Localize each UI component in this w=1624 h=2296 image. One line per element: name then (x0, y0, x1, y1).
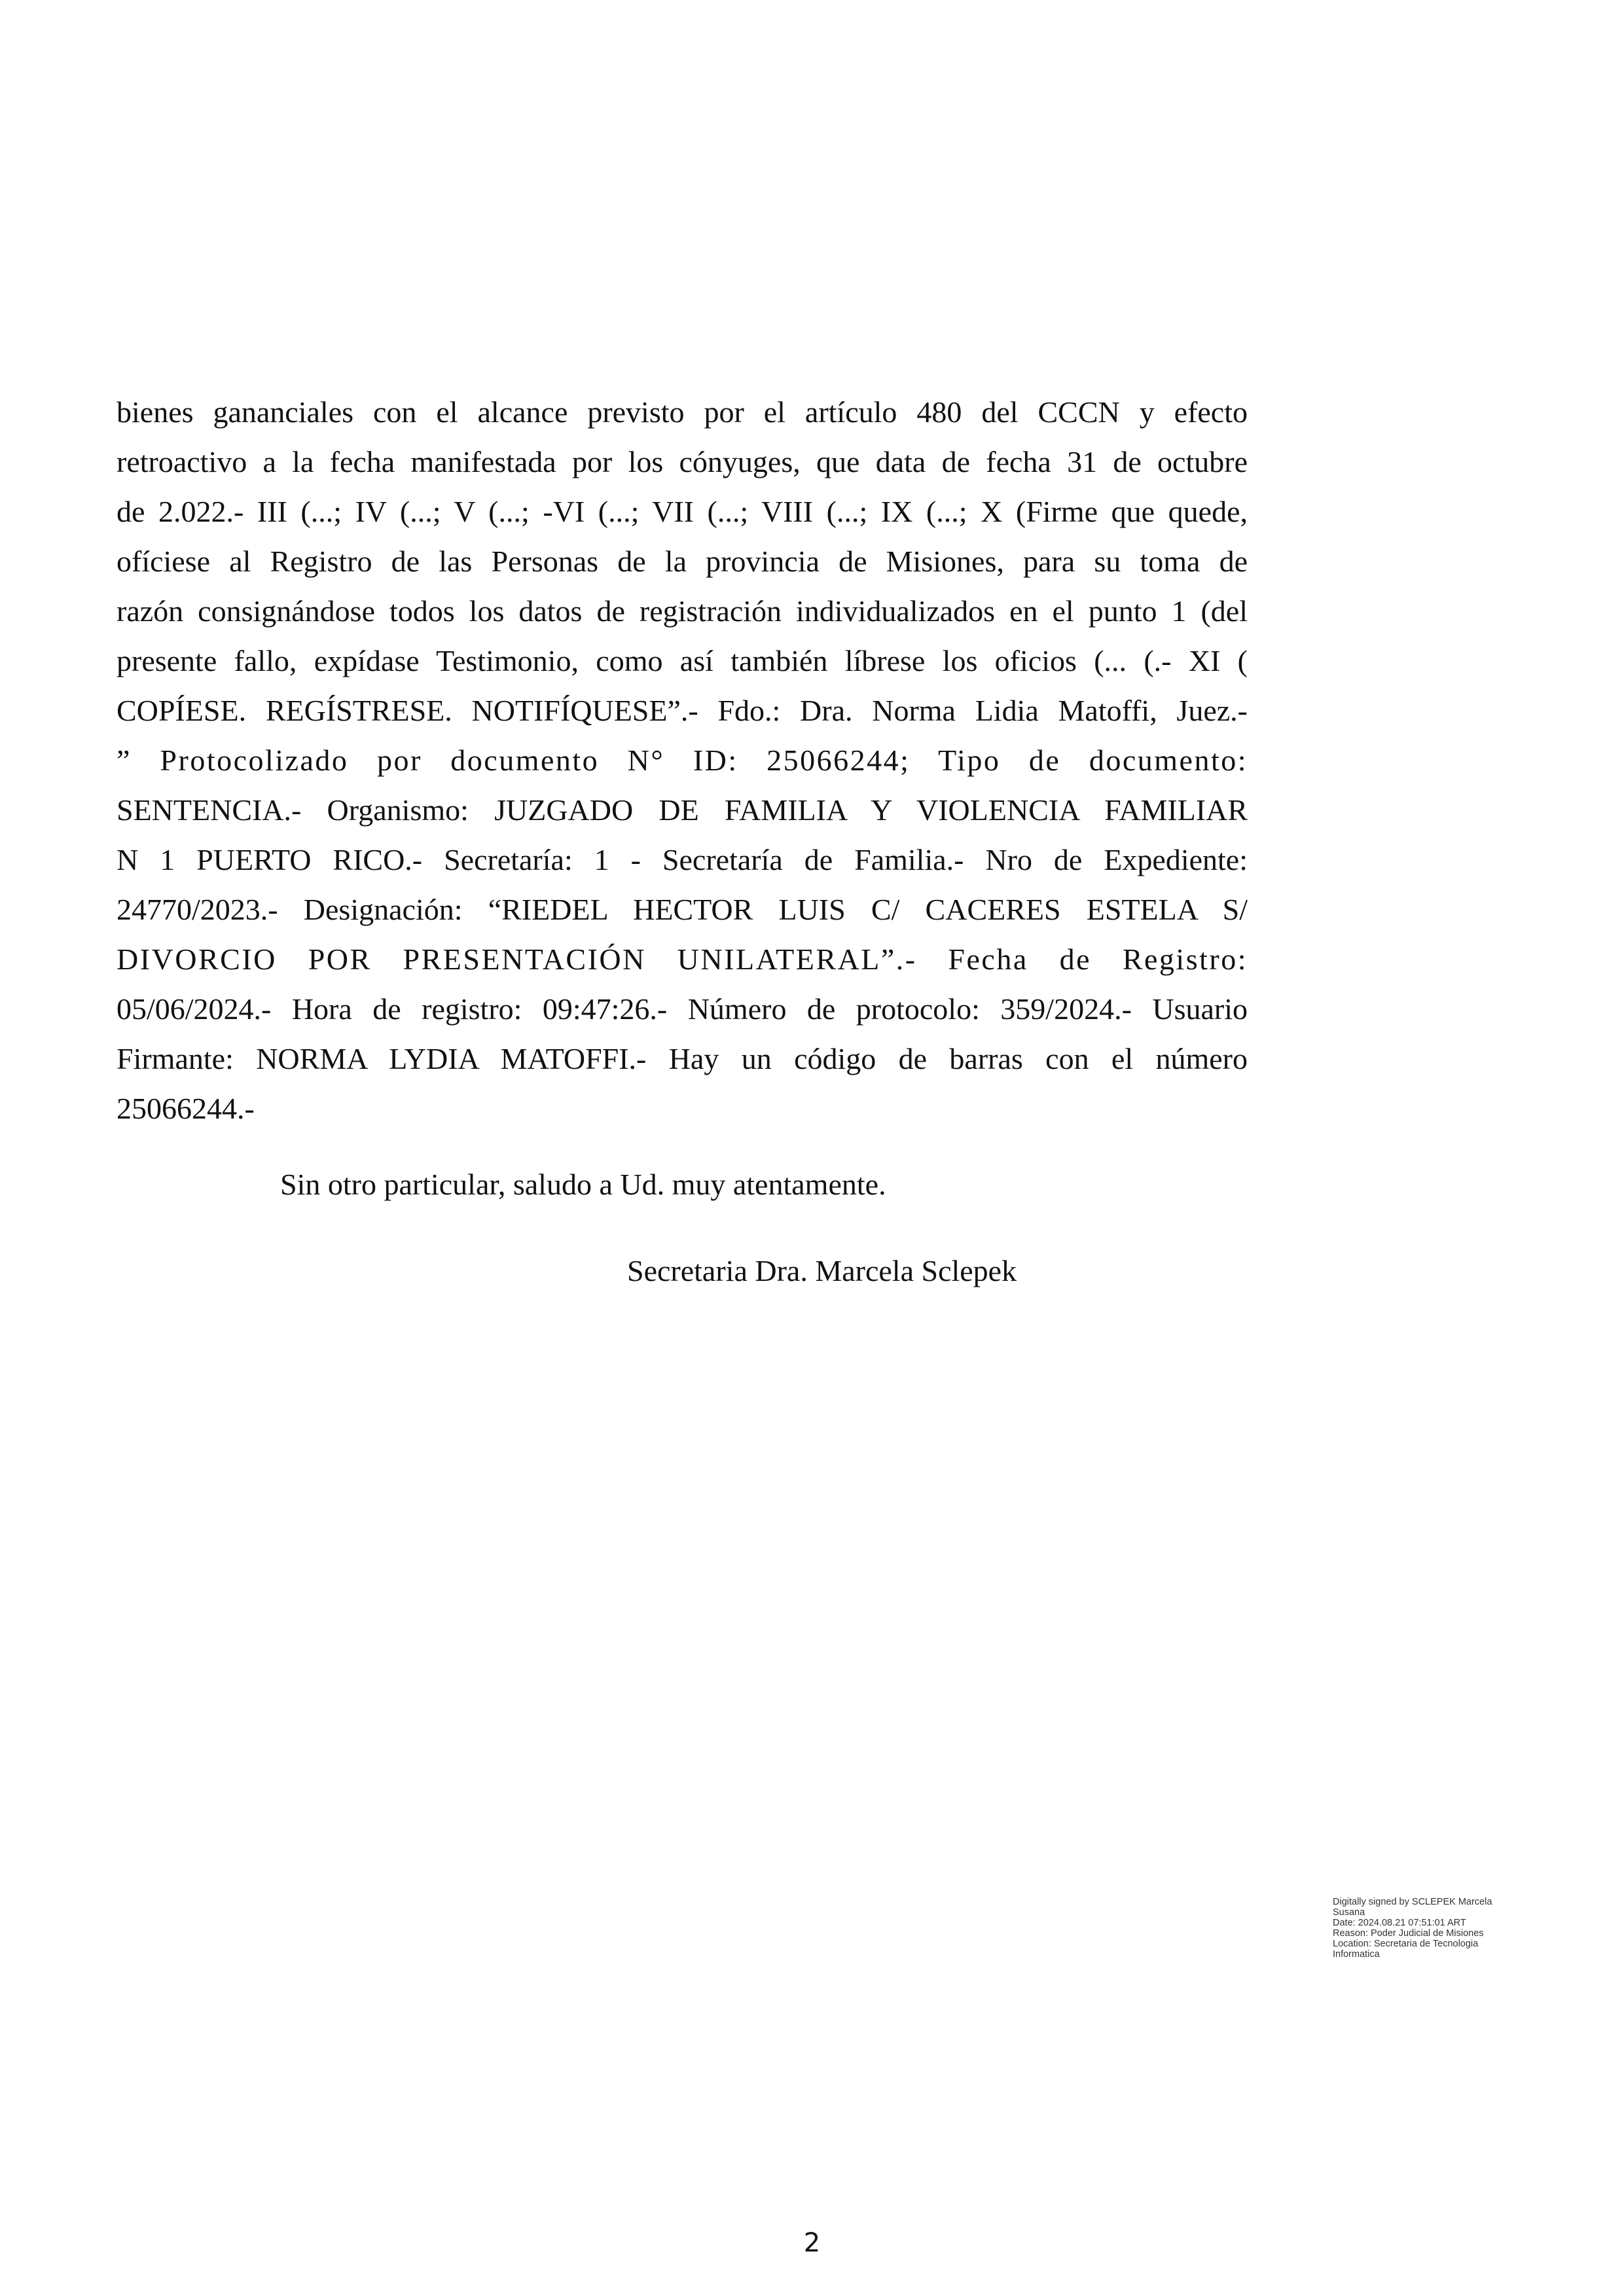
closing-salutation: Sin otro particular, saludo a Ud. muy atentamente. (280, 1168, 886, 1201)
digital-signature-line: Date: 2024.08.21 07:51:01 ART (1333, 1918, 1466, 1928)
signatory-name: Secretaria Dra. Marcela Sclepek (627, 1254, 1017, 1287)
body-line: 25066244.- (117, 1092, 255, 1125)
body-line: de 2.022.- III (...; IV (...; V (...; -VI (...; VII (...; VIII (...; IX (...; X (Firme que quede, (117, 495, 1248, 528)
body-line: COPÍESE. REGÍSTRESE. NOTIFÍQUESE”.- Fdo.: Dra. Norma Lidia Matoffi, Juez.- (117, 694, 1248, 727)
body-line: 24770/2023.- Designación: “RIEDEL HECTOR LUIS C/ CACERES ESTELA S/ (117, 893, 1248, 926)
body-line: ” Protocolizado por documento N° ID: 25066244; Tipo de documento: (117, 744, 1248, 777)
body-line: SENTENCIA.- Organismo: JUZGADO DE FAMILIA Y VIOLENCIA FAMILIAR (117, 793, 1248, 827)
body-line: DIVORCIO POR PRESENTACIÓN UNILATERAL”.- Fecha de Registro: (117, 942, 1248, 976)
page-number: 2 (803, 2228, 821, 2258)
digital-signature-line: Reason: Poder Judicial de Misiones (1333, 1928, 1484, 1939)
digital-signature-stamp (1333, 1897, 1529, 1960)
body-line: bienes gananciales con el alcance previsto por el artículo 480 del CCCN y efecto (117, 395, 1248, 429)
body-line: Firmante: NORMA LYDIA MATOFFI.- Hay un código de barras con el número (117, 1042, 1248, 1075)
digital-signature-line: Location: Secretaria de Tecnologia (1333, 1939, 1479, 1949)
body-paragraph (117, 387, 1248, 1134)
body-line: 05/06/2024.- Hora de registro: 09:47:26.- Número de protocolo: 359/2024.- Usuario (117, 992, 1248, 1026)
body-line: razón consignándose todos los datos de registración individualizados en el punto 1 (del (117, 594, 1248, 628)
body-line: presente fallo, expídase Testimonio, como así también líbrese los oficios (... (.- XI ( (117, 644, 1248, 677)
body-line: ofíciese al Registro de las Personas de la provincia de Misiones, para su toma de (117, 545, 1248, 578)
digital-signature-line: Informatica (1333, 1949, 1380, 1960)
body-line: N 1 PUERTO RICO.- Secretaría: 1 - Secretaría de Familia.- Nro de Expediente: (117, 843, 1248, 876)
digital-signature-line: Digitally signed by SCLEPEK Marcela (1333, 1897, 1492, 1907)
body-line: retroactivo a la fecha manifestada por los cónyuges, que data de fecha 31 de octubre (117, 445, 1248, 478)
digital-signature-line: Susana (1333, 1907, 1365, 1918)
